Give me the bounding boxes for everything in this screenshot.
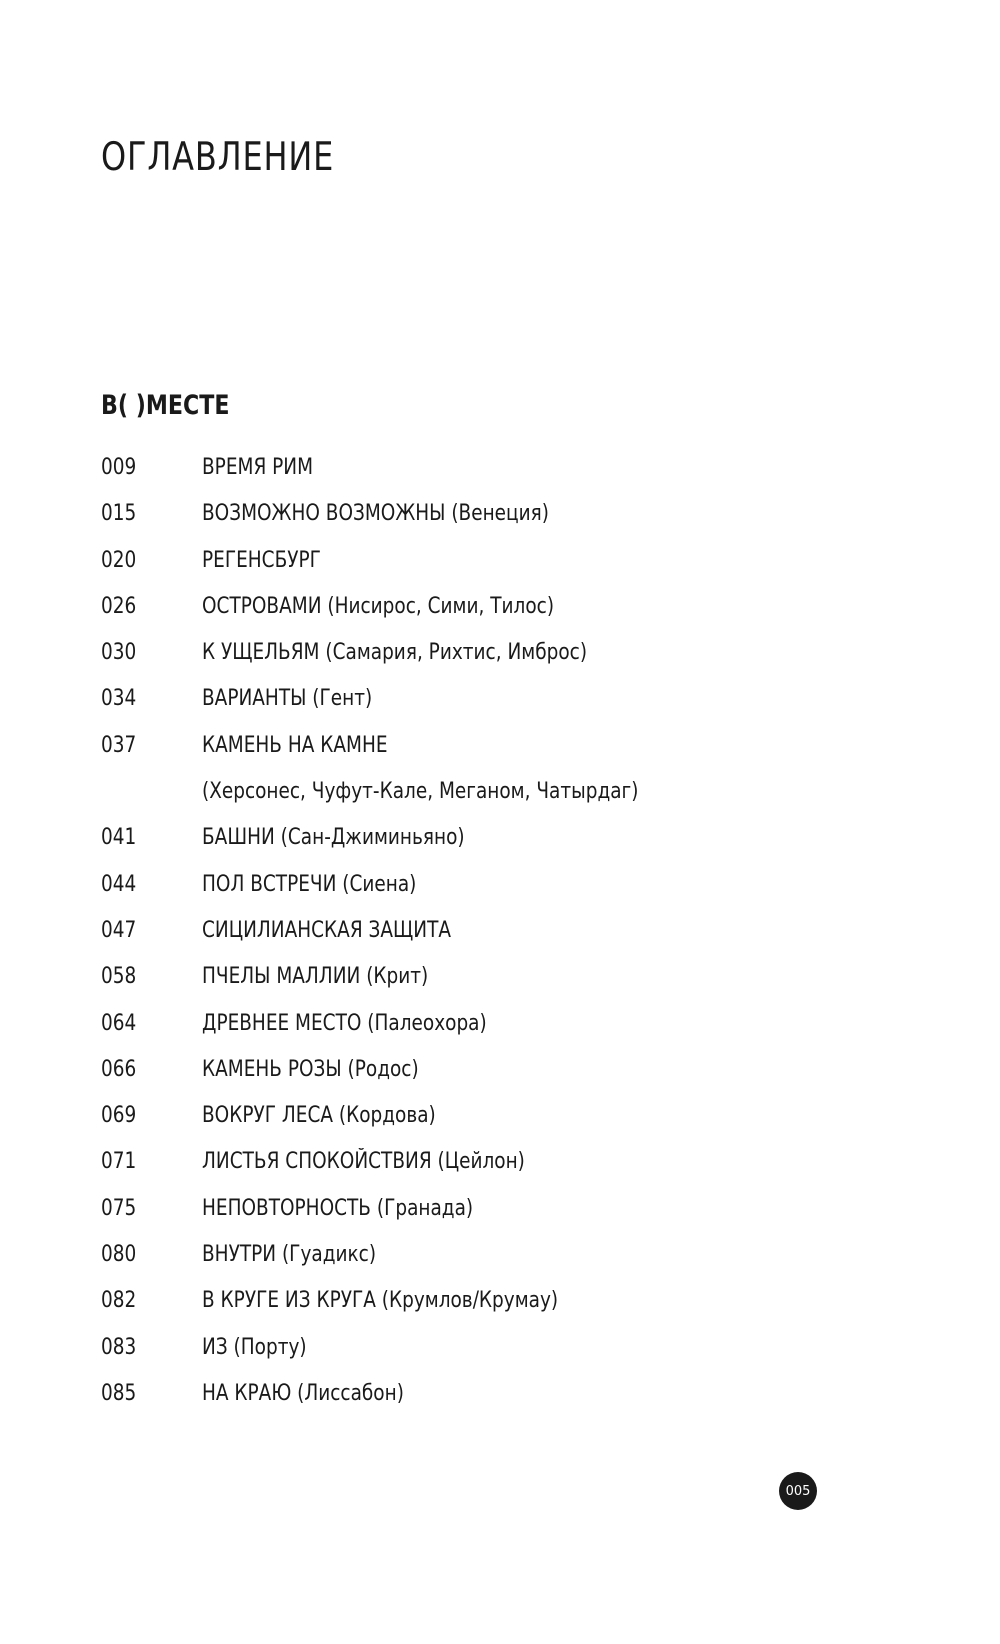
toc-entry[interactable] <box>101 1334 901 1383</box>
toc-entry-title: ВНУТРИ (Гуадикс) <box>202 1242 377 1268</box>
toc-entry[interactable] <box>101 1151 901 1197</box>
toc-page-number: 047 <box>101 917 137 943</box>
toc-entry[interactable] <box>101 1290 901 1336</box>
toc-entry-title: В КРУГЕ ИЗ КРУГА (Крумлов/Крумау) <box>202 1288 559 1314</box>
toc-entry-title: ОСТРОВАМИ (Нисирос, Сими, Тилос) <box>202 593 555 619</box>
toc-entry-title: ПЧЕЛЫ МАЛЛИИ (Крит) <box>202 964 429 990</box>
toc-page-number: 064 <box>101 1010 137 1036</box>
toc-entry-title: НЕПОВТОРНОСТЬ (Гранада) <box>202 1195 474 1221</box>
toc-page-number: 034 <box>101 686 137 712</box>
toc-page-number: 080 <box>101 1242 137 1268</box>
toc-entry[interactable] <box>101 457 901 503</box>
toc-entry[interactable] <box>101 593 901 642</box>
page-number-badge: 005 <box>779 1472 817 1510</box>
toc-entry[interactable] <box>101 688 901 734</box>
toc-page-number: 085 <box>101 1380 137 1406</box>
toc-entry-title: КАМЕНЬ НА КАМНЕ <box>202 732 388 758</box>
toc-entry-title: НА КРАЮ (Лиссабон) <box>202 1380 404 1406</box>
toc-entry[interactable] <box>101 1105 901 1151</box>
toc-page-number: 020 <box>101 547 137 573</box>
toc-entry-title: (Херсонес, Чуфут-Кале, Меганом, Чатырдаг) <box>202 779 639 805</box>
toc-entry-title: ДРЕВНЕЕ МЕСТО (Палеохора) <box>202 1010 487 1036</box>
toc-page-number: 066 <box>101 1056 137 1082</box>
toc-page-number: 075 <box>101 1195 137 1221</box>
toc-entry-title: ИЗ (Порту) <box>202 1334 307 1360</box>
page-title: ОГЛАВЛЕНИЕ <box>101 135 335 180</box>
toc-entry[interactable] <box>101 1195 901 1244</box>
toc-entry-title: РЕГЕНСБУРГ <box>202 547 321 573</box>
toc-entry-title: БАШНИ (Сан-Джиминьяно) <box>202 825 465 851</box>
toc-entry[interactable] <box>101 1380 901 1429</box>
toc-page-number: 082 <box>101 1288 137 1314</box>
toc-page-number: 015 <box>101 501 137 527</box>
toc-entry[interactable] <box>101 1010 901 1059</box>
toc-entry-title: ВОЗМОЖНО ВОЗМОЖНЫ (Венеция) <box>202 501 549 527</box>
toc-entry[interactable] <box>101 1056 901 1105</box>
toc-entry-title: ВАРИАНТЫ (Гент) <box>202 686 373 712</box>
toc-entry[interactable] <box>101 642 901 688</box>
toc-page-number: 041 <box>101 825 137 851</box>
toc-page-number: 058 <box>101 964 137 990</box>
toc-entry[interactable] <box>101 547 901 596</box>
toc-entry[interactable] <box>101 827 901 873</box>
toc-entry-continuation[interactable] <box>101 781 901 827</box>
toc-page-number: 030 <box>101 640 137 666</box>
toc-page-number: 026 <box>101 593 137 619</box>
toc-page-number: 069 <box>101 1103 137 1129</box>
toc-entry-title: К УЩЕЛЬЯМ (Самария, Рихтис, Имброс) <box>202 640 588 666</box>
table-of-contents <box>101 457 901 1429</box>
section-title: В( )МЕСТЕ <box>101 390 230 421</box>
toc-entry-title: ВРЕМЯ РИМ <box>202 455 314 480</box>
toc-page-number: 044 <box>101 871 137 897</box>
toc-page-number: 037 <box>101 732 137 758</box>
toc-entry-title: СИЦИЛИАНСКАЯ ЗАЩИТА <box>202 917 451 943</box>
toc-entry[interactable] <box>101 917 901 966</box>
toc-entry[interactable] <box>101 1244 901 1290</box>
toc-entry[interactable] <box>101 732 901 781</box>
toc-entry[interactable] <box>101 503 901 549</box>
toc-page-number: 009 <box>101 455 137 480</box>
toc-page-number: 071 <box>101 1149 137 1175</box>
toc-page-number: 083 <box>101 1334 137 1360</box>
toc-entry[interactable] <box>101 871 901 920</box>
toc-entry-title: КАМЕНЬ РОЗЫ (Родос) <box>202 1056 419 1082</box>
toc-entry-title: ЛИСТЬЯ СПОКОЙСТВИЯ (Цейлон) <box>202 1149 525 1175</box>
toc-entry-title: ПОЛ ВСТРЕЧИ (Сиена) <box>202 871 417 897</box>
toc-entry[interactable] <box>101 966 901 1012</box>
toc-entry-title: ВОКРУГ ЛЕСА (Кордова) <box>202 1103 436 1129</box>
